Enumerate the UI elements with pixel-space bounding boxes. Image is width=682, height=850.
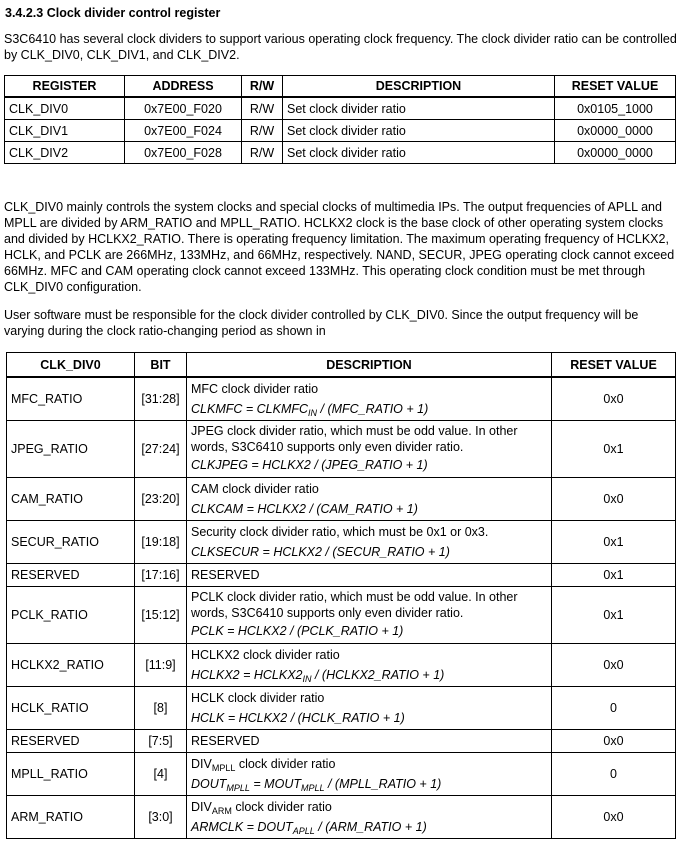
field-bit: [31:28] bbox=[135, 377, 187, 421]
table-row bbox=[7, 564, 676, 587]
register-description: Set clock divider ratio bbox=[283, 142, 555, 164]
register-address: 0x7E00_F020 bbox=[125, 97, 242, 120]
field-desc-text: RESERVED bbox=[191, 734, 260, 748]
register-name: CLK_DIV1 bbox=[5, 120, 125, 142]
field-description bbox=[187, 753, 552, 796]
field-description bbox=[187, 687, 552, 730]
field-formula: PCLK = HCLKX2 / (PCLK_RATIO + 1) bbox=[191, 624, 404, 638]
field-description bbox=[187, 377, 552, 421]
table-row bbox=[5, 142, 676, 164]
field-bit: [3:0] bbox=[135, 796, 187, 839]
field-name: HCLK_RATIO bbox=[7, 687, 135, 730]
field-reset: 0x1 bbox=[552, 521, 676, 564]
register-address: 0x7E00_F024 bbox=[125, 120, 242, 142]
register-description: Set clock divider ratio bbox=[283, 120, 555, 142]
user-software-paragraph: User software must be responsible for the clock divider controlled by CLK_DIV0. Since the output frequency will be varying during the clock ratio-changing period as shown in bbox=[4, 308, 639, 338]
field-bit: [7:5] bbox=[135, 730, 187, 753]
field-desc-text: MFC clock divider ratio bbox=[191, 382, 319, 396]
field-formula: $DOUT_{MPLL}$ = $MOUT_{MPLL}$ / (MPLL_RATIO + 1) bbox=[191, 777, 442, 793]
table-row bbox=[7, 421, 676, 478]
field-reset: 0x1 bbox=[552, 564, 676, 587]
field-desc-text: HCLKX2 clock divider ratio bbox=[191, 648, 340, 662]
field-description bbox=[187, 730, 552, 753]
field-name: JPEG_RATIO bbox=[7, 421, 135, 478]
field-formula: ARMCLK = $DOUT_{APLL}$ / (ARM_RATIO + 1) bbox=[191, 820, 427, 836]
field-bit: [27:24] bbox=[135, 421, 187, 478]
table-row bbox=[7, 644, 676, 687]
col-field-name: CLK_DIV0 bbox=[7, 353, 135, 378]
field-bit: [8] bbox=[135, 687, 187, 730]
table-row bbox=[7, 377, 676, 421]
table-row bbox=[7, 587, 676, 644]
col-description: DESCRIPTION bbox=[283, 76, 555, 98]
field-reset: 0x1 bbox=[552, 421, 676, 478]
field-desc-text: JPEG clock divider ratio, which must be odd value. In other words, S3C6410 supports only even divider ratio. bbox=[191, 424, 518, 454]
col-register: REGISTER bbox=[5, 76, 125, 98]
table-row bbox=[7, 687, 676, 730]
table-row bbox=[5, 120, 676, 142]
field-description bbox=[187, 478, 552, 521]
field-reset: 0x1 bbox=[552, 587, 676, 644]
clk-div0-field-table bbox=[6, 352, 676, 839]
register-rw: R/W bbox=[242, 97, 283, 120]
field-desc-text: HCLK clock divider ratio bbox=[191, 691, 325, 705]
table-row bbox=[7, 730, 676, 753]
register-table-header bbox=[5, 76, 676, 98]
field-formula: CLKSECUR = HCLKX2 / (SECUR_RATIO + 1) bbox=[191, 545, 450, 559]
field-description bbox=[187, 587, 552, 644]
table-row bbox=[7, 796, 676, 839]
field-description bbox=[187, 644, 552, 687]
register-reset: 0x0000_0000 bbox=[555, 120, 676, 142]
field-name: SECUR_RATIO bbox=[7, 521, 135, 564]
field-name: MFC_RATIO bbox=[7, 377, 135, 421]
col-rw: R/W bbox=[242, 76, 283, 98]
col-field-description: DESCRIPTION bbox=[187, 353, 552, 378]
field-bit: [11:9] bbox=[135, 644, 187, 687]
field-reset: 0 bbox=[552, 687, 676, 730]
field-description bbox=[187, 521, 552, 564]
field-formula: CLKCAM = HCLKX2 / (CAM_RATIO + 1) bbox=[191, 502, 418, 516]
field-name: RESERVED bbox=[7, 564, 135, 587]
field-name: MPLL_RATIO bbox=[7, 753, 135, 796]
field-bit: [17:16] bbox=[135, 564, 187, 587]
field-name: CAM_RATIO bbox=[7, 478, 135, 521]
field-name: RESERVED bbox=[7, 730, 135, 753]
field-reset: 0 bbox=[552, 753, 676, 796]
register-name: CLK_DIV0 bbox=[5, 97, 125, 120]
register-reset: 0x0000_0000 bbox=[555, 142, 676, 164]
field-reset: 0x0 bbox=[552, 796, 676, 839]
col-address: ADDRESS bbox=[125, 76, 242, 98]
register-name: CLK_DIV2 bbox=[5, 142, 125, 164]
field-bit: [4] bbox=[135, 753, 187, 796]
field-formula: HCLK = HCLKX2 / (HCLK_RATIO + 1) bbox=[191, 711, 405, 725]
field-reset: 0x0 bbox=[552, 478, 676, 521]
field-description bbox=[187, 796, 552, 839]
document-page bbox=[4, 0, 678, 839]
field-bit: [19:18] bbox=[135, 521, 187, 564]
register-rw: R/W bbox=[242, 142, 283, 164]
field-formula: CLKJPEG = HCLKX2 / (JPEG_RATIO + 1) bbox=[191, 458, 428, 472]
table-row bbox=[7, 521, 676, 564]
field-reset: 0x0 bbox=[552, 730, 676, 753]
col-field-reset: RESET VALUE bbox=[552, 353, 676, 378]
field-name: HCLKX2_RATIO bbox=[7, 644, 135, 687]
field-bit: [23:20] bbox=[135, 478, 187, 521]
register-table bbox=[4, 75, 676, 164]
col-bit: BIT bbox=[135, 353, 187, 378]
register-reset: 0x0105_1000 bbox=[555, 97, 676, 120]
field-table-header bbox=[7, 353, 676, 378]
table-row bbox=[7, 753, 676, 796]
register-rw: R/W bbox=[242, 120, 283, 142]
field-reset: 0x0 bbox=[552, 377, 676, 421]
intro-paragraph: S3C6410 has several clock dividers to support various operating clock frequency. The clock divider ratio can be controlled by CLK_DIV0, CLK_DIV1, and CLK_DIV2. bbox=[4, 32, 677, 62]
field-desc-text: $DIV_{ARM}$ clock divider ratio bbox=[191, 800, 332, 816]
field-name: ARM_RATIO bbox=[7, 796, 135, 839]
col-reset-value: RESET VALUE bbox=[555, 76, 676, 98]
field-formula: CLKMFC = $CLKMFC_{IN}$ / (MFC_RATIO + 1) bbox=[191, 402, 429, 418]
clk-div0-paragraph: CLK_DIV0 mainly controls the system clocks and special clocks of multimedia IPs. The output frequencies of APLL and MPLL are divided by ARM_RATIO and MPLL_RATIO. HCLKX2 clock is the base clock of other operating system clocks and divided by HCLKX2_RATIO. There is operating frequency limitation. The maximum operating frequency of HCLKX2, HCLK, and PCLK are 266MHz, 133MHz, and 66MHz, respectively. NAND, SECUR, JPEG operating clock cannot exceed 66MHz. MFC and CAM operating clock cannot exceed 133MHz. This operating clock condition must be met through CLK_DIV0 configuration. bbox=[4, 200, 675, 294]
field-bit: [15:12] bbox=[135, 587, 187, 644]
field-description bbox=[187, 421, 552, 478]
field-desc-text: CAM clock divider ratio bbox=[191, 482, 319, 496]
table-row bbox=[5, 97, 676, 120]
field-desc-text: $DIV_{MPLL}$ clock divider ratio bbox=[191, 757, 336, 773]
field-name: PCLK_RATIO bbox=[7, 587, 135, 644]
field-reset: 0x0 bbox=[552, 644, 676, 687]
field-description bbox=[187, 564, 552, 587]
field-formula: HCLKX2 = $HCLKX2_{IN}$ / (HCLKX2_RATIO + 1) bbox=[191, 668, 445, 684]
section-heading: 3.4.2.3 Clock divider control register bbox=[5, 6, 221, 20]
register-address: 0x7E00_F028 bbox=[125, 142, 242, 164]
field-desc-text: PCLK clock divider ratio, which must be odd value. In other words, S3C6410 supports only even divider ratio. bbox=[191, 590, 518, 620]
field-desc-text: RESERVED bbox=[191, 568, 260, 582]
table-row bbox=[7, 478, 676, 521]
register-description: Set clock divider ratio bbox=[283, 97, 555, 120]
field-desc-text: Security clock divider ratio, which must be 0x1 or 0x3. bbox=[191, 525, 489, 539]
